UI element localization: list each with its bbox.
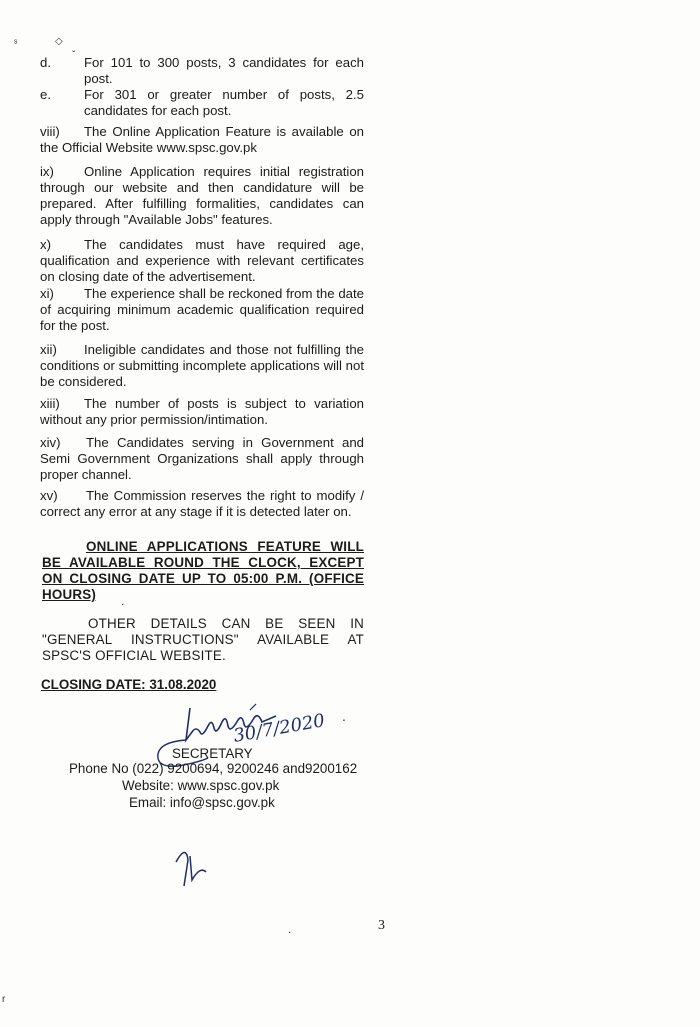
scan-speck: . xyxy=(288,922,292,936)
list-item-viii xyxy=(40,124,364,156)
list-item-d xyxy=(40,55,364,87)
list-item-e xyxy=(40,87,364,119)
item-number: xv) xyxy=(40,488,58,503)
scan-speck: r xyxy=(2,994,6,1005)
item-number: xi) xyxy=(40,286,54,301)
scan-speck: ˢ xyxy=(14,38,18,49)
item-text: The experience shall be reckoned from the date of acquiring minimum academic qualification required for the post. xyxy=(40,286,364,333)
item-text: The Commission reserves the right to modify / correct any error at any stage if it is detected later on. xyxy=(40,488,364,519)
item-text: Online Application requires initial registration through our website and then candidature will be prepared. After fulfilling formalities, candidates can apply through "Available Jobs" features. xyxy=(40,164,364,227)
email: Email: info@spsc.gov.pk xyxy=(129,795,275,810)
closing-date: CLOSING DATE: 31.08.2020 xyxy=(41,677,217,692)
item-number: ix) xyxy=(40,164,54,179)
page-number: 3 xyxy=(378,918,385,933)
item-text: Ineligible candidates and those not fulfilling the conditions or submitting incomplete applications will not be considered. xyxy=(40,342,364,389)
phone-numbers: Phone No (022) 9200694, 9200246 and9200162 xyxy=(69,761,358,776)
list-item-xi xyxy=(40,286,364,334)
scan-speck: ˇ xyxy=(72,50,76,61)
item-number: xiii) xyxy=(40,396,60,411)
item-text: For 101 to 300 posts, 3 candidates for each post. xyxy=(84,55,364,86)
secretary-title: SECRETARY xyxy=(172,746,253,761)
list-item-xiii xyxy=(40,396,364,428)
item-number: viii) xyxy=(40,124,60,139)
list-item-xii xyxy=(40,342,364,390)
scan-speck: . xyxy=(121,594,125,608)
item-number: xii) xyxy=(40,342,57,357)
scan-speck: ◇ xyxy=(55,36,63,47)
list-item-ix xyxy=(40,164,364,228)
other-details xyxy=(42,616,364,664)
list-item-xv xyxy=(40,488,364,520)
item-text: For 301 or greater number of posts, 2.5 candidates for each post. xyxy=(84,87,364,118)
list-item-x xyxy=(40,237,364,285)
item-number: d. xyxy=(40,55,51,70)
item-number: e. xyxy=(40,87,51,102)
item-text: The Candidates serving in Government and Semi Government Organizations shall apply through proper channel. xyxy=(40,435,364,482)
other-details-text: OTHER DETAILS CAN BE SEEN IN "GENERAL INSTRUCTIONS" AVAILABLE AT SPSC'S OFFICIAL WEBSITE. xyxy=(42,616,364,663)
handwritten-date: 30/7/2020 xyxy=(231,710,327,747)
online-feature-notice xyxy=(42,539,364,603)
initials-mark xyxy=(172,842,222,892)
scan-speck: . xyxy=(342,708,346,724)
item-text: The number of posts is subject to variation without any prior permission/intimation. xyxy=(40,396,364,427)
notice-text: ONLINE APPLICATIONS FEATURE WILL BE AVAILABLE ROUND THE CLOCK, EXCEPT ON CLOSING DATE UP TO 05:00 P.M. (OFFICE HOURS) xyxy=(42,539,364,602)
website: Website: www.spsc.gov.pk xyxy=(122,778,280,793)
item-number: x) xyxy=(40,237,51,252)
item-number: xiv) xyxy=(40,435,61,450)
item-text: The Online Application Feature is available on the Official Website www.spsc.gov.pk xyxy=(40,124,364,155)
list-item-xiv xyxy=(40,435,364,483)
item-text: The candidates must have required age, qualification and experience with relevant certificates on closing date of the advertisement. xyxy=(40,237,364,284)
